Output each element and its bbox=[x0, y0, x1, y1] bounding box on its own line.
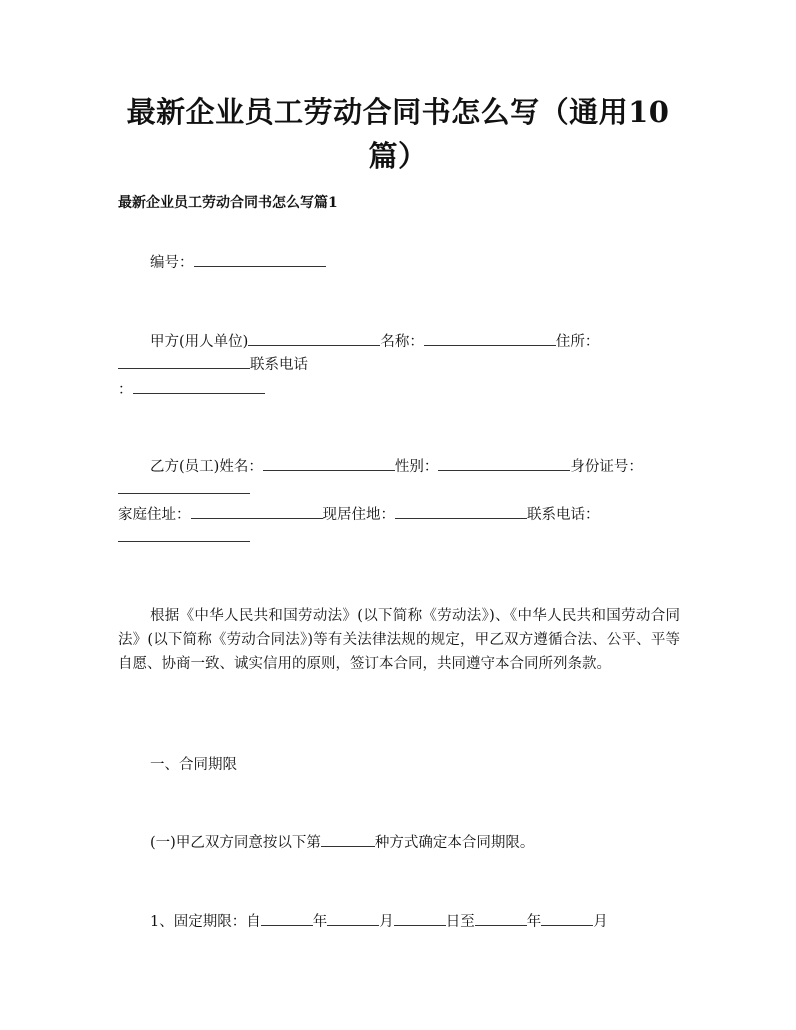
party-b-id-label: 身份证号： bbox=[570, 459, 643, 475]
clause1-item1 bbox=[150, 832, 534, 854]
party-a-address-label: 住所： bbox=[555, 334, 600, 350]
document-title-line1: 最新企业员工劳动合同书怎么写（通用10 bbox=[126, 95, 670, 129]
clause1-item1-suffix: 种方式确定本合同期限。 bbox=[374, 835, 535, 851]
party-b-home-label: 家庭住址： bbox=[118, 507, 191, 523]
fixed-term-start-day-blank bbox=[394, 911, 446, 926]
party-a-blank bbox=[248, 331, 380, 346]
number-label: 编号： bbox=[150, 255, 194, 271]
fixed-term-month2-label: 月 bbox=[593, 914, 608, 930]
fixed-term-year-label: 年 bbox=[312, 914, 328, 930]
party-b-home-blank bbox=[191, 504, 323, 519]
fixed-term-month-label: 月 bbox=[379, 914, 394, 930]
clause1-item1-blank bbox=[321, 832, 375, 847]
party-a-line2 bbox=[118, 354, 308, 376]
party-b-gender-label: 性别： bbox=[394, 459, 439, 475]
party-a-phone-label: 联系电话 bbox=[250, 357, 308, 373]
party-b-line3 bbox=[118, 504, 600, 526]
party-b-phone-blank bbox=[118, 527, 250, 542]
section-heading: 最新企业员工劳动合同书怎么写篇1 bbox=[118, 195, 338, 211]
party-a-line1 bbox=[150, 331, 599, 353]
clause1-item1-prefix: (一)甲乙双方同意按以下第 bbox=[150, 835, 321, 851]
party-a-address-blank bbox=[118, 354, 250, 369]
fixed-term-day-to-label: 日至 bbox=[445, 914, 475, 930]
fixed-term-line bbox=[150, 911, 608, 933]
party-b-line2 bbox=[118, 479, 250, 501]
party-a-phone-blank bbox=[133, 379, 265, 394]
party-b-gender-blank bbox=[438, 456, 570, 471]
clause1-heading: 一、合同期限 bbox=[150, 757, 237, 773]
number-blank bbox=[194, 252, 326, 267]
fixed-term-prefix: 1、固定期限：自 bbox=[150, 914, 261, 930]
party-a-name-label: 名称： bbox=[380, 334, 424, 350]
party-b-phone-label: 联系电话： bbox=[527, 507, 600, 523]
fixed-term-end-year-blank bbox=[475, 911, 527, 926]
party-b-current-blank bbox=[395, 504, 527, 519]
party-b-line1 bbox=[150, 456, 643, 478]
party-a-phone-colon: ： bbox=[118, 382, 133, 398]
fixed-term-start-year-blank bbox=[261, 911, 313, 926]
number-line bbox=[150, 252, 326, 274]
fixed-term-end-month-blank bbox=[541, 911, 593, 926]
basis-paragraph: 根据《中华人民共和国劳动法》(以下简称《劳动法》)、《中华人民共和国劳动合同法》(以下简称《劳动合同法》)等有关法律法规的规定，甲乙双方遵循合法、公平、平等自愿、协商一致、诚实信用的原则，签订本合同，共同遵守本合同所列条款。 bbox=[118, 608, 680, 672]
document-title-line2: 篇） bbox=[368, 139, 428, 173]
party-b-line4 bbox=[118, 527, 250, 549]
party-b-label: 乙方(员工)姓名： bbox=[150, 459, 263, 475]
party-a-name-blank bbox=[424, 331, 556, 346]
party-b-name-blank bbox=[263, 456, 395, 471]
party-b-current-label: 现居住地： bbox=[322, 507, 395, 523]
fixed-term-year2-label: 年 bbox=[526, 914, 542, 930]
fixed-term-start-month-blank bbox=[327, 911, 379, 926]
party-b-id-blank bbox=[118, 479, 250, 494]
party-a-label: 甲方(用人单位) bbox=[150, 334, 249, 350]
party-a-line3 bbox=[118, 379, 265, 401]
